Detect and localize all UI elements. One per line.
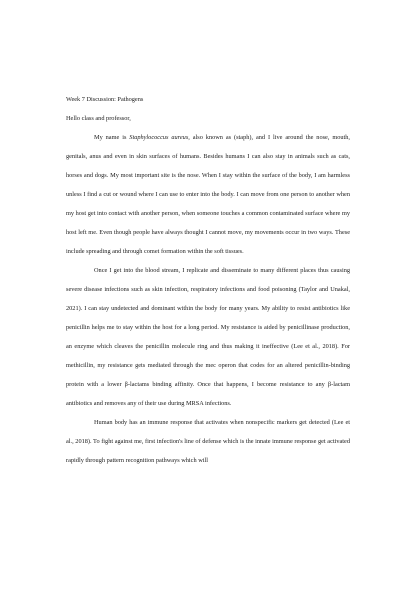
paragraph-3: Human body has an immune response that activates when nonspecific markers get detected (Lee et al., 2018). To fight against me, first infection's line of defense which is the innate immune response get activated rapidly through pattern recognition pathways which will [66,419,350,464]
document-body [66,90,350,470]
greeting: Hello class and professor, [66,115,131,122]
species-name: Staphylococcus aureus, [129,134,190,141]
document-title: Week 7 Discussion: Pathogens [66,96,144,103]
paragraph-1 [66,128,350,261]
paragraph-2: Once I get into the blood stream, I replicate and disseminate to many different places thus causing severe disease infections such as skin infection, respiratory infections and food poisoning (Taylor and Unakal, 2021). I can stay undetected and dominant within the body for many years. My ability to resist antibiotics like penicillin helps me to stay within the host for a long period. My resistance is aided by penicillinase production, an enzyme which cleaves the penicillin molecule ring and thus making it ineffective (Lee et al., 2018). For methicillin, my resistance gets mediated through the mec operon that codes for an altered penicillin-binding protein with a lower β-lactams binding affinity. Once that happens, I become resistance to any β-lactam antibiotics and removes any of their use during MRSA infections. [66,267,350,407]
paragraph-1-rest: also known as (staph), and I live around the nose, mouth, genitals, anus and even in skin surfaces of humans. Besides humans I can also stay in animals such as cats, horses and dogs. My most important site is the nose. When I stay within the surface of the body, I am harmless unless I find a cut or wound where I can use to enter into the body. I can move from one person to another when my host get into contact with another person, when someone touches a common contaminated surface where my host left me. Even though people have always thought I cannot move, my movements occur in two ways. These include spreading and through comet formation within the soft tissues. [66,134,350,255]
paragraph-1-lead: My name is [94,134,130,141]
